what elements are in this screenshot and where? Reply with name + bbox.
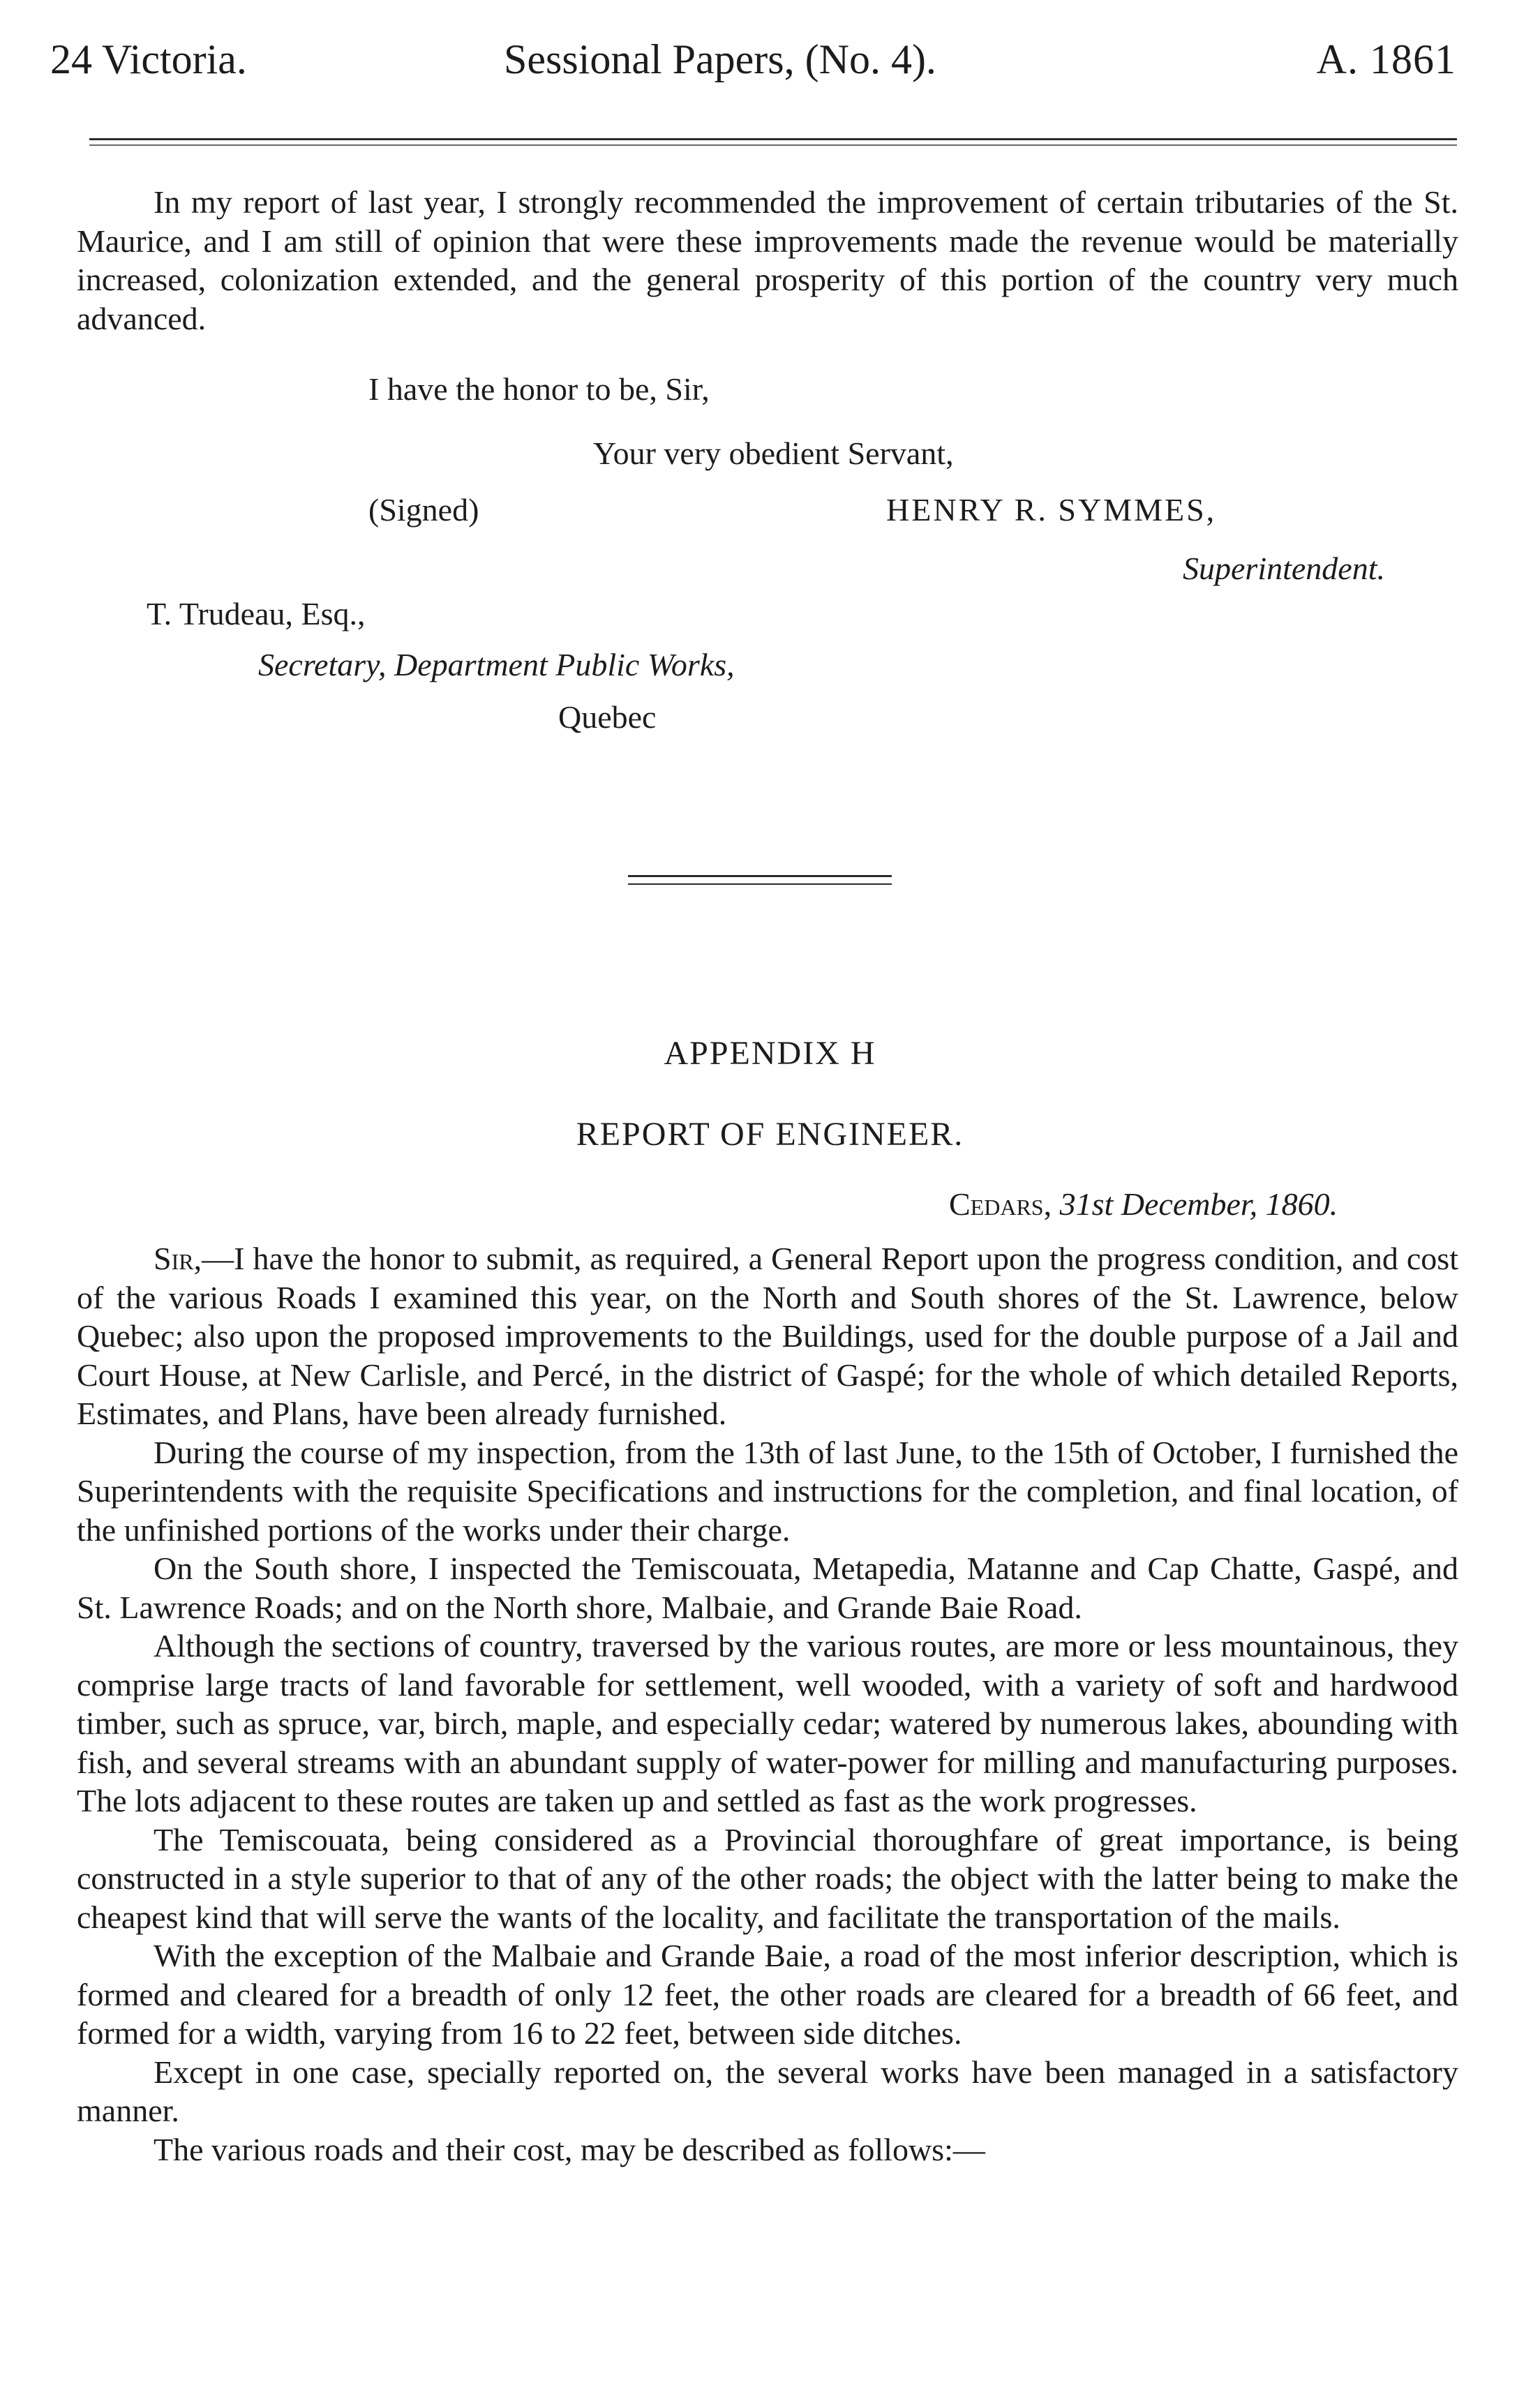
report-paragraph-1-text: —I have the honor to submit, as required, a General Report upon the progress condition, and cost of the various Roads I examined this year, on the North and South shores of the St. Lawrence, below Quebec; also upon the proposed improvements to the Buildings, used for the double purpose of a Jail and Court House, at New Carlisle, and Percé, in the district of Gaspé; for the whole of which detailed Reports, Estimates, and Plans, have been already furnished. xyxy=(77,1241,1458,1431)
section-divider-top xyxy=(628,875,892,877)
report-paragraph-2: During the course of my inspection, from the 13th of last June, to the 15th of October, I furnished the Superintendents with the requisite Specifications and instructions for the completion, and final location, of the unfinished portions of the works under their charge. xyxy=(77,1434,1458,1548)
signer-title: Superintendent. xyxy=(1183,551,1385,586)
appendix-title: APPENDIX H xyxy=(664,1035,876,1072)
header-session: 24 Victoria. xyxy=(50,36,247,82)
dateline-date: 31st December, 1860. xyxy=(1059,1186,1338,1222)
report-paragraph-8: The various roads and their cost, may be described as follows:— xyxy=(154,2131,985,2167)
report-subtitle: REPORT OF ENGINEER. xyxy=(576,1116,964,1153)
dateline xyxy=(949,1185,1338,1224)
header-year: A. 1861 xyxy=(1316,36,1456,82)
addressee-title: Secretary, Department Public Works, xyxy=(258,647,735,682)
dateline-place: Cedars, xyxy=(949,1186,1052,1222)
header-rule-top xyxy=(89,138,1457,140)
header-rule-bottom xyxy=(89,144,1457,146)
signer-name: HENRY R. SYMMES, xyxy=(886,492,1217,528)
section-divider-bottom xyxy=(628,883,892,885)
addressee-place: Quebec xyxy=(558,699,657,735)
closing-line-2: Your very obedient Servant, xyxy=(593,435,954,471)
report-paragraph-4: Although the sections of country, traversed by the various routes, are more or less mountainous, they comprise large tracts of land favorable for settlement, well wooded, with a variety of soft and hardwood timber, such as spruce, var, birch, maple, and especially cedar; watered by numerous lakes, abounding with fish, and several streams with an abundant supply of water-power for milling and manufacturing purposes. The lots adjacent to these routes are taken up and settled as fast as the work progresses. xyxy=(77,1628,1458,1818)
closing-line-1: I have the honor to be, Sir, xyxy=(368,371,710,407)
letter-paragraph: In my report of last year, I strongly recommended the improvement of certain tributaries of the St. Maurice, and I am still of opinion that were these improvements made the revenue would be materially increased, colonization extended, and the general prosperity of this portion of the country very much advanced. xyxy=(77,184,1458,336)
addressee-name: T. Trudeau, Esq., xyxy=(147,596,366,631)
report-body xyxy=(77,1239,1458,2169)
header-title: Sessional Papers, (No. 4). xyxy=(504,36,936,82)
report-paragraph-6: With the exception of the Malbaie and Grande Baie, a road of the most inferior description, which is formed and cleared for a breadth of only 12 feet, the other roads are cleared for a breadth of 66 feet, and formed for a width, varying from 16 to 22 feet, between side ditches. xyxy=(77,1938,1458,2051)
report-paragraph-5: The Temiscouata, being considered as a Provincial thoroughfare of great importance, is being constructed in a style superior to that of any of the other roads; the object with the latter being to make the cheapest kind that will serve the wants of the locality, and facilitate the transportation of the mails. xyxy=(77,1821,1458,1935)
report-paragraph-3: On the South shore, I inspected the Temiscouata, Metapedia, Matanne and Cap Chatte, Gaspé, and St. Lawrence Roads; and on the North shore, Malbaie, and Grande Baie Road. xyxy=(77,1550,1458,1625)
report-paragraph-7: Except in one case, specially reported on, the several works have been managed in a satisfactory manner. xyxy=(77,2054,1458,2128)
salutation: Sir, xyxy=(154,1241,202,1276)
running-header xyxy=(50,28,1456,91)
signed-label: (Signed) xyxy=(368,492,479,528)
report-paragraph-1 xyxy=(77,1239,1458,1433)
